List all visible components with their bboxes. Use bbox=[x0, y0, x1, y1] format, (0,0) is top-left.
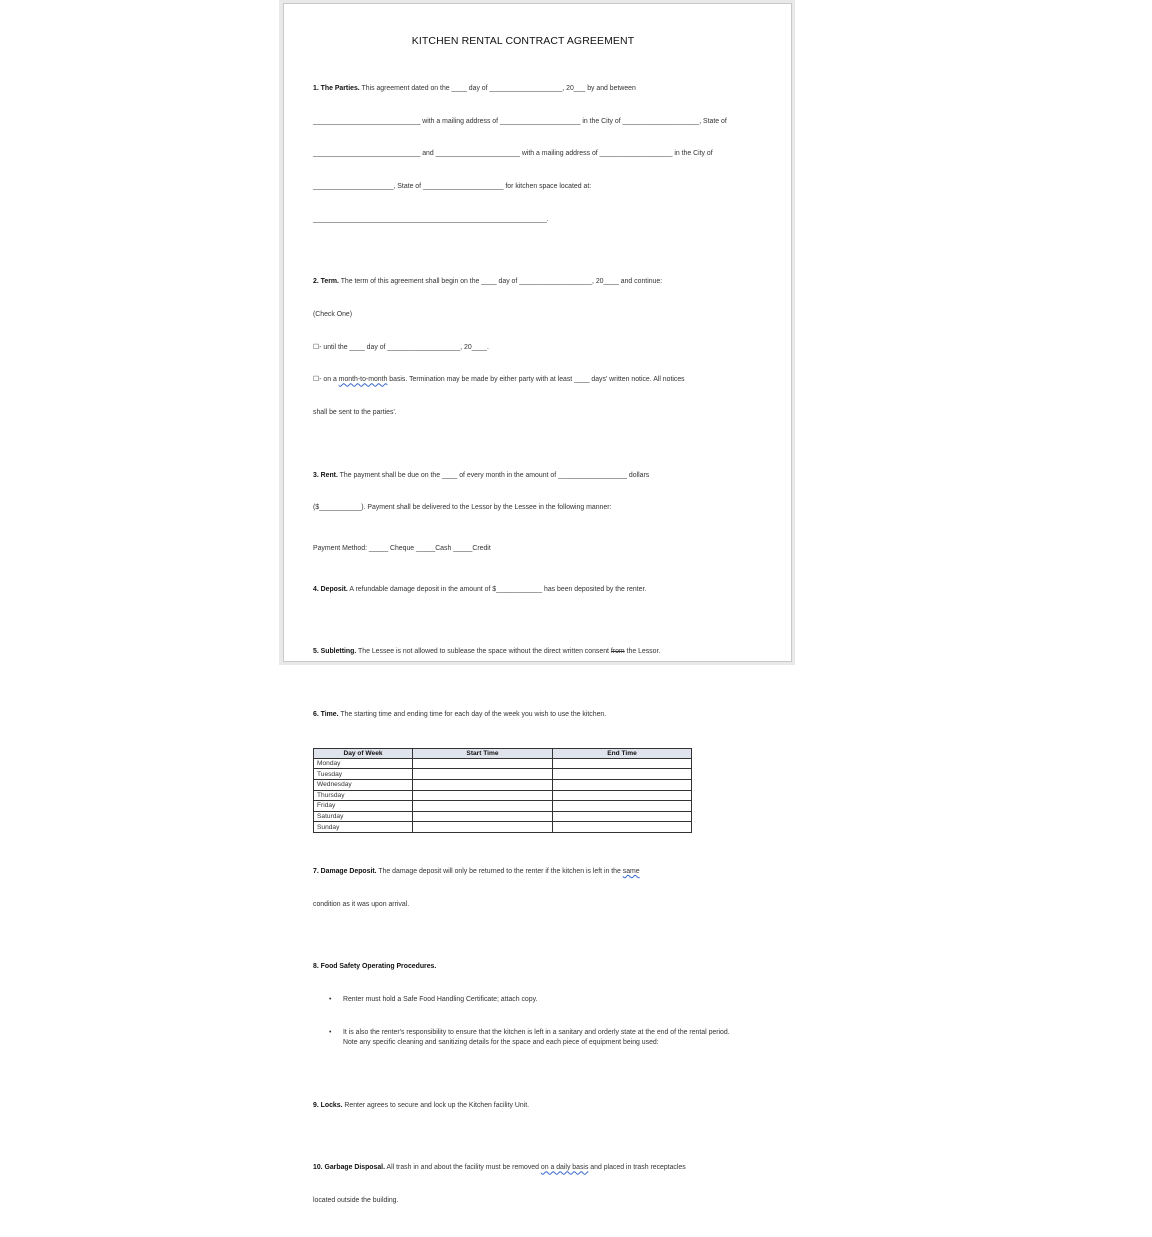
start-time-cell[interactable] bbox=[413, 801, 553, 812]
damage-text-a: The damage deposit will only be returned to the renter if the kitchen is left in the bbox=[376, 867, 623, 875]
section-heading: 1. The Parties. bbox=[313, 84, 360, 92]
column-header-day: Day of Week bbox=[314, 748, 413, 758]
section-subletting bbox=[313, 626, 733, 681]
locks-text: Renter agrees to secure and lock up the Kitchen facility Unit. bbox=[342, 1101, 530, 1109]
table-row bbox=[314, 780, 692, 791]
term-line-2: (Check One) bbox=[313, 310, 353, 318]
document-page bbox=[283, 3, 792, 1205]
parties-line-1: This agreement dated on the ____ day of ___________________, 20___ by and between bbox=[359, 84, 636, 92]
parties-line-4: _____________________, State of _____________________ for kitchen space located at: bbox=[313, 182, 592, 190]
start-time-cell[interactable] bbox=[413, 811, 553, 822]
list-item bbox=[313, 995, 733, 1006]
section-heading: 9. Locks. bbox=[313, 1101, 343, 1109]
term-option-monthly-term: month-to-month bbox=[338, 376, 388, 384]
subletting-text-from: from bbox=[610, 648, 625, 656]
end-time-cell[interactable] bbox=[553, 769, 692, 780]
end-time-cell[interactable] bbox=[553, 811, 692, 822]
day-cell: Saturday bbox=[314, 811, 413, 822]
term-option-monthly-prefix: ☐- on a bbox=[313, 376, 339, 384]
garbage-text-daily: on a daily basis bbox=[540, 1164, 589, 1172]
table-row bbox=[314, 801, 692, 812]
column-header-start: Start Time bbox=[413, 748, 553, 758]
deposit-text: A refundable damage deposit in the amount of $____________ has been deposited by the renter. bbox=[347, 585, 647, 593]
bullet-icon: • bbox=[329, 995, 332, 1003]
garbage-text-a: All trash in and about the facility must be removed bbox=[385, 1164, 541, 1172]
end-time-cell[interactable] bbox=[553, 801, 692, 812]
section-food-safety bbox=[313, 940, 733, 1071]
parties-line-3: ____________________________ and ______________________ with a mailing address of ___________________ in the City of bbox=[313, 150, 713, 158]
table-row bbox=[314, 811, 692, 822]
end-time-cell[interactable] bbox=[553, 758, 692, 769]
end-time-cell[interactable] bbox=[553, 780, 692, 791]
start-time-cell[interactable] bbox=[413, 790, 553, 801]
section-locks bbox=[313, 1079, 733, 1134]
time-text: The starting time and ending time for each day of the week you wish to use the kitchen. bbox=[338, 710, 607, 718]
section-heading: 5. Subletting. bbox=[313, 648, 357, 656]
payment-method bbox=[313, 544, 733, 555]
start-time-cell[interactable] bbox=[413, 758, 553, 769]
section-heading: 8. Food Safety Operating Procedures. bbox=[313, 963, 437, 971]
day-cell: Monday bbox=[314, 758, 413, 769]
term-option-until: ☐- until the ____ day of ___________________, 20____. bbox=[313, 343, 489, 351]
section-term bbox=[313, 255, 733, 440]
rent-line-2: ($___________). Payment shall be delivered to the Lessor by the Lessee in the following manner: bbox=[313, 504, 612, 512]
section-heading: 4. Deposit. bbox=[313, 585, 348, 593]
food-safety-bullet-1: Renter must hold a Safe Food Handling Certificate; attach copy. bbox=[343, 995, 538, 1003]
rent-line-1: The payment shall be due on the ____ of every month in the amount of __________________ dollars bbox=[337, 471, 650, 479]
start-time-cell[interactable] bbox=[413, 769, 553, 780]
end-time-cell[interactable] bbox=[553, 790, 692, 801]
subletting-text-c: the Lessor. bbox=[624, 648, 661, 656]
term-line-5: shall be sent to the parties'. bbox=[313, 409, 397, 417]
garbage-text-c: and placed in trash receptacles bbox=[588, 1164, 686, 1172]
day-cell: Friday bbox=[314, 801, 413, 812]
section-deposit bbox=[313, 563, 733, 618]
section-rent bbox=[313, 449, 733, 536]
subletting-text-a: The Lessee is not allowed to sublease the space without the direct written consent bbox=[356, 648, 611, 656]
end-time-cell[interactable] bbox=[553, 822, 692, 833]
term-option-monthly-rest: basis. Termination may be made by either party with at least ____ days' written notice. All notices bbox=[387, 376, 685, 384]
section-heading: 7. Damage Deposit. bbox=[313, 867, 377, 875]
document-content bbox=[313, 34, 733, 1237]
section-heading: 10. Garbage Disposal. bbox=[313, 1164, 385, 1172]
section-damage-deposit bbox=[313, 845, 733, 932]
section-heading: 6. Time. bbox=[313, 710, 339, 718]
section-garbage bbox=[313, 1142, 733, 1229]
table-row bbox=[314, 822, 692, 833]
list-item bbox=[313, 1028, 733, 1050]
schedule-table bbox=[313, 748, 692, 833]
column-header-end: End Time bbox=[553, 748, 692, 758]
damage-text-same: same bbox=[622, 867, 640, 875]
term-line-1: The term of this agreement shall begin on the ____ day of ___________________, 20____ and continue: bbox=[338, 278, 663, 286]
day-cell: Sunday bbox=[314, 822, 413, 833]
day-cell: Thursday bbox=[314, 790, 413, 801]
start-time-cell[interactable] bbox=[413, 780, 553, 791]
day-cell: Wednesday bbox=[314, 780, 413, 791]
section-heading: 2. Term. bbox=[313, 278, 339, 286]
garbage-line-2: located outside the building. bbox=[313, 1197, 399, 1205]
payment-method-line: Payment Method: _____ Cheque _____Cash _____Credit bbox=[313, 545, 491, 553]
section-heading: 3. Rent. bbox=[313, 471, 338, 479]
table-row bbox=[314, 769, 692, 780]
bullet-icon: • bbox=[329, 1028, 332, 1036]
start-time-cell[interactable] bbox=[413, 822, 553, 833]
food-safety-bullet-2: It is also the renter's responsibility to ensure that the kitchen is left in a sanitary and orderly state at the end of the rental period. Note any specific cleaning and sanitizing details for the space and each piece of equipment being used: bbox=[343, 1028, 730, 1047]
parties-line-5: _____________________________________________________________. bbox=[313, 215, 549, 223]
parties-line-2: ____________________________ with a mailing address of _____________________ in the City of ____________________, State of bbox=[313, 117, 727, 125]
table-header-row bbox=[314, 748, 692, 758]
section-time bbox=[313, 688, 733, 743]
table-row bbox=[314, 758, 692, 769]
damage-line-2: condition as it was upon arrival. bbox=[313, 900, 410, 908]
document-title: KITCHEN RENTAL CONTRACT AGREEMENT bbox=[411, 35, 635, 47]
table-row bbox=[314, 790, 692, 801]
section-parties bbox=[313, 62, 733, 247]
day-cell: Tuesday bbox=[314, 769, 413, 780]
